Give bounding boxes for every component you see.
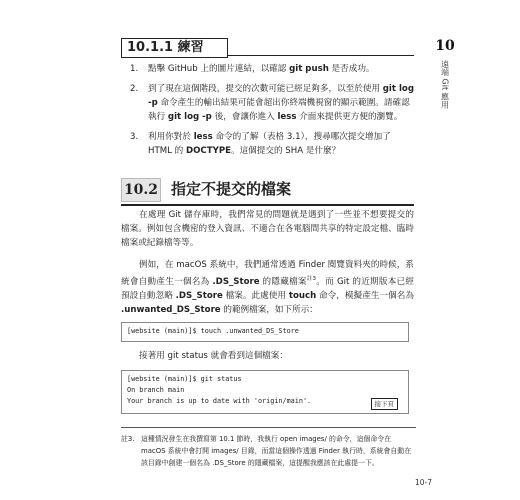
exercise-heading: 10.1.1 練習	[121, 38, 228, 58]
paragraph: 接著用 git status 就會看到這個檔案：	[139, 351, 288, 361]
continued-label: 接下頁	[371, 398, 399, 410]
footnote-ref: 註3	[306, 276, 317, 282]
footnote	[121, 433, 416, 469]
exercise-rule	[228, 55, 414, 56]
chapter-tab	[433, 38, 457, 109]
exercise-steps	[130, 62, 415, 164]
footnote-text: 這種情況發生在我撰寫第 10.1 節時，我執行 open images/ 的命令，這個命令在 macOS 系統中會打開 images/ 目錄，而當這個操作透過 Finder 執行時，系統會自動在該目錄中創建一個名為 .DS_Store 的隱藏檔案，這提醒我應該在此處提一下。	[141, 435, 412, 467]
chapter-number: 10	[435, 38, 455, 54]
code-line: On branch main	[127, 386, 185, 394]
paragraph: 在處理 Git 儲存庫時，我們常見的問題就是遇到了一些並不想要提交的檔案。例如包含機密的登入資訊、不適合在各電腦間共享的特定設定檔、臨時檔案或紀錄檔等等。	[121, 210, 414, 248]
code-line: [website (main)]$ touch .unwanted_DS_Store	[127, 327, 299, 335]
section-title: 指定不提交的檔案	[171, 180, 292, 198]
section-number: 10.2	[121, 178, 161, 202]
code-line: Your branch is up to date with 'origin/main'.	[127, 397, 312, 405]
paragraph: 例如，在 macOS 系統中，我們通常透過 Finder 閱覽資料夾的時候，系統會自動產生一個名為 .DS_Store 的隱藏檔案$^{註3}$。而 Git 的近期版本已經預設自動忽略 .DS_Store 檔案。此處使用 touch 命令，模擬產生一個名為 .unwanted_DS_Store 的範例檔案，如下所示：	[121, 260, 415, 315]
exercise-step: 3. 利用你對於 less 命令的了解（表格 3.1），搜尋哪次提交增加了 HTML 的 DOCTYPE。這個提交的 SHA 是什麼？	[130, 132, 391, 156]
code-block-status	[121, 370, 409, 414]
exercise-step: 1. 點擊 GitHub 上的圖片連結，以確認 git push 是否成功。	[130, 64, 375, 74]
page-number: 10-7	[414, 478, 432, 487]
exercise-step: 2. 到了現在這個階段，提交的次數可能已經足夠多，以至於使用 git log -p 命令產生的輸出結果可能會超出你終端機視窗的顯示範圍。請確認執行 git log -p 後，會讓你進入 less 介面來提供更方便的瀏覽。	[130, 84, 414, 122]
chapter-title: 遠端 Git 應用	[440, 60, 450, 109]
footnote-label: 註3.	[121, 435, 135, 443]
code-line: [website (main)]$ git status	[127, 375, 242, 383]
section-heading	[121, 176, 414, 206]
footnote-rule	[121, 427, 416, 428]
code-block-touch	[121, 322, 409, 342]
